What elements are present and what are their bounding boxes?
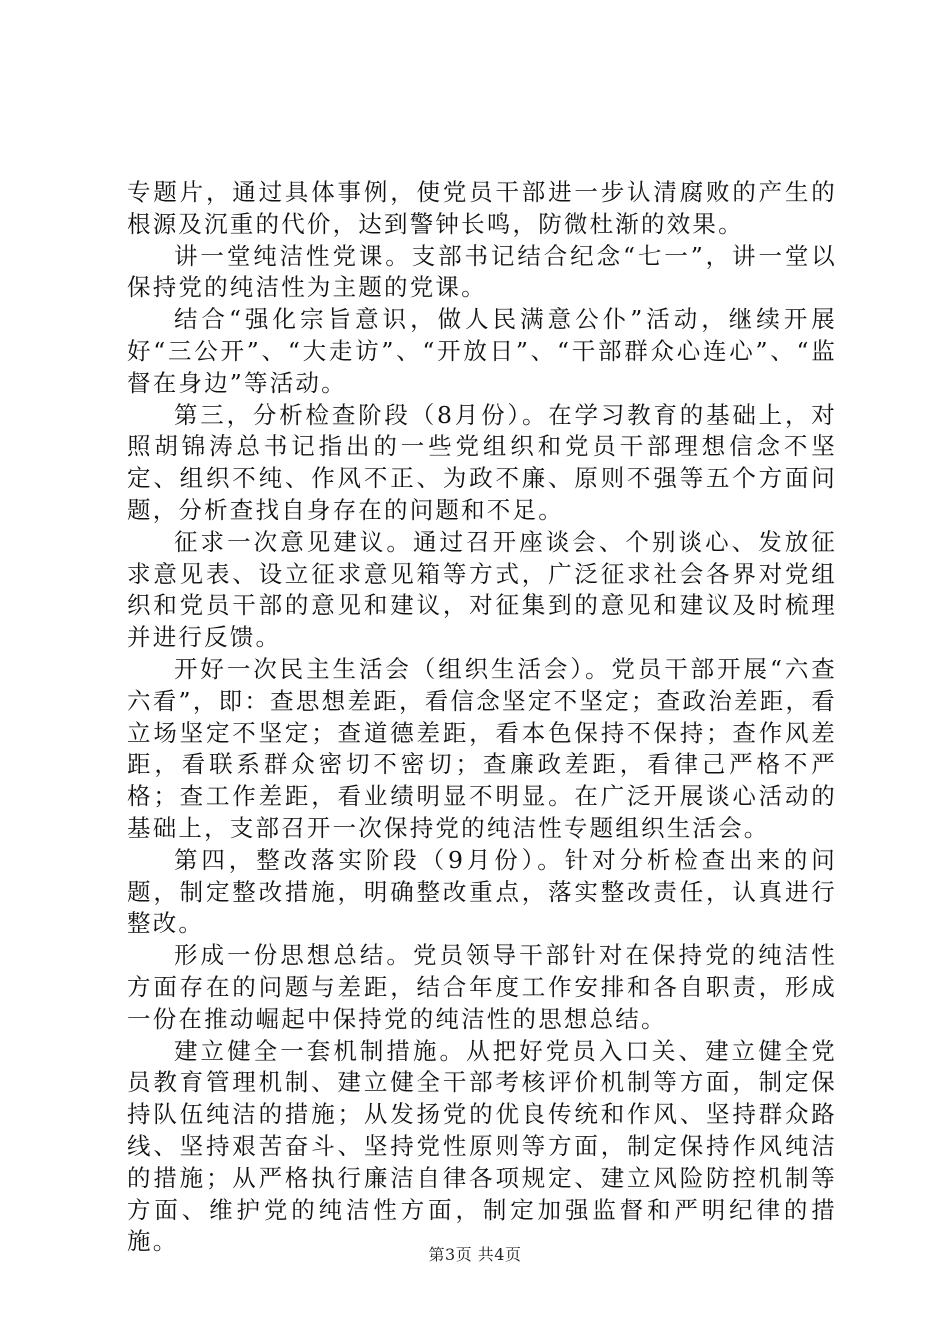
- paragraph-9: 建立健全一套机制措施。从把好党员入口关、建立健全党员教育管理机制、建立健全干部考核评价机制等方面，制定保持队伍纯洁的措施；从发扬党的优良传统和作风、坚持群众路线、坚持艰苦奋斗、坚持党性原则等方面，制定保持作风纯洁的措施；从严格执行廉洁自律各项规定、建立风险防控机制等方面、维护党的纯洁性方面，制定加强监督和严明纪律的措施。: [127, 1036, 837, 1256]
- document-body: [127, 177, 837, 1258]
- page-number-footer: 第3页 共4页: [428, 1245, 522, 1264]
- paragraph-4: 第三，分析检查阶段（8月份）。在学习教育的基础上，对照胡锦涛总书记指出的一些党组织和党员干部理想信念不坚定、组织不纯、作风不正、为政不廉、原则不强等五个方面问题，分析查找自身存在的问题和不足。: [127, 400, 837, 524]
- paragraph-3: 结合“强化宗旨意识，做人民满意公仆”活动，继续开展好“三公开”、“大走访”、“开放日”、“干部群众心连心”、“监督在身边”等活动。: [127, 305, 837, 397]
- paragraph-6: 开好一次民主生活会（组织生活会）。党员干部开展“六查六看”，即：查思想差距，看信念坚定不坚定；查政治差距，看立场坚定不坚定；查道德差距，看本色保持不保持；查作风差距，看联系群众密切不密切；查廉政差距，看律己严格不严格；查工作差距，看业绩明显不明显。在广泛开展谈心活动的基础上，支部召开一次保持党的纯洁性专题组织生活会。: [127, 654, 837, 842]
- paragraph-8: 形成一份思想总结。党员领导干部针对在保持党的纯洁性方面存在的问题与差距，结合年度工作安排和各自职责，形成一份在推动崛起中保持党的纯洁性的思想总结。: [127, 941, 837, 1033]
- paragraph-7: 第四，整改落实阶段（9月份）。针对分析检查出来的问题，制定整改措施，明确整改重点，落实整改责任，认真进行整改。: [127, 845, 837, 938]
- paragraph-2: 讲一堂纯洁性党课。支部书记结合纪念“七一”，讲一堂以保持党的纯洁性为主题的党课。: [127, 241, 837, 302]
- paragraph-1: 专题片，通过具体事例，使党员干部进一步认清腐败的产生的根源及沉重的代价，达到警钟长鸣，防微杜渐的效果。: [127, 178, 837, 238]
- paragraph-5: 征求一次意见建议。通过召开座谈会、个别谈心、发放征求意见表、设立征求意见箱等方式，广泛征求社会各界对党组织和党员干部的意见和建议，对征集到的意见和建议及时梳理并进行反馈。: [127, 527, 837, 652]
